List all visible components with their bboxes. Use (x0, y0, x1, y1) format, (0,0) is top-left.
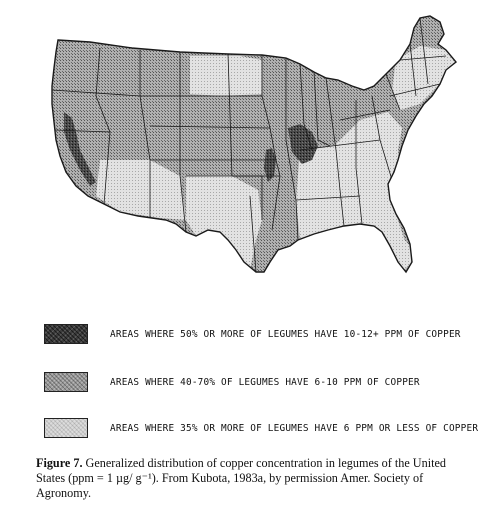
low-copper-region-florida (380, 226, 412, 270)
legend-item-high (44, 323, 461, 345)
caption-text: Generalized distribution of copper concentration in legumes of the United States (ppm = 1 µg/ g⁻¹). From Kubota, 1983a, by permission Amer. Society of Agronomy. (36, 456, 446, 500)
legend-item-medium (44, 371, 420, 393)
low-copper-region-texas (186, 176, 262, 270)
figure-label: Figure 7. (36, 456, 83, 470)
legend-swatch-low (44, 418, 88, 438)
low-copper-region-north-plains (190, 56, 262, 96)
legend-swatch-medium (44, 372, 88, 392)
legend-label-medium: AREAS WHERE 40-70% OF LEGUMES HAVE 6-10 PPM OF COPPER (110, 376, 420, 388)
legend-label-high: AREAS WHERE 50% OR MORE OF LEGUMES HAVE 10-12+ PPM OF COPPER (110, 328, 461, 340)
figure-caption (36, 456, 476, 501)
legend-label-low: AREAS WHERE 35% OR MORE OF LEGUMES HAVE 6 PPM OR LESS OF COPPER (110, 422, 479, 434)
legend-item-low (44, 417, 478, 439)
legend-swatch-high (44, 324, 88, 344)
